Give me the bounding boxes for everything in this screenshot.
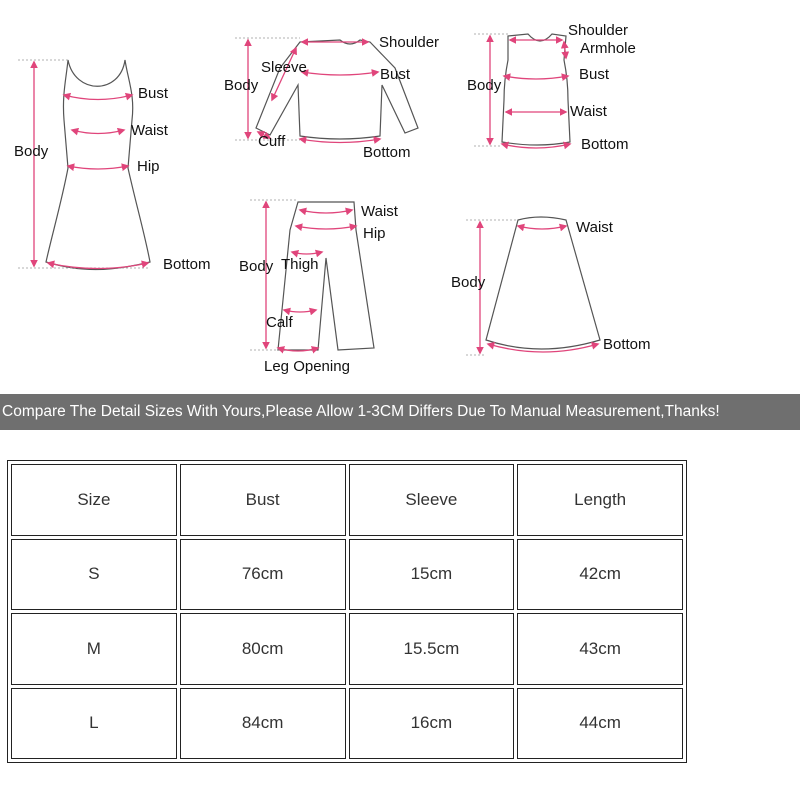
- table-cell: 43cm: [517, 613, 683, 685]
- dress-hip-label: Hip: [137, 158, 160, 175]
- top-diagram: [224, 34, 439, 161]
- measurement-diagrams: [0, 0, 800, 390]
- pants-leg-opening-label: Leg Opening: [264, 358, 350, 375]
- vest-diagram: [467, 22, 636, 153]
- table-cell: 80cm: [180, 613, 346, 685]
- pants-calf-label: Calf: [266, 314, 293, 331]
- header-cell: Sleeve: [349, 464, 515, 536]
- dress-bust-label: Bust: [138, 85, 169, 102]
- table-cell: S: [11, 539, 177, 611]
- vest-armhole-label: Armhole: [580, 40, 636, 57]
- header-cell: Length: [517, 464, 683, 536]
- table-cell: M: [11, 613, 177, 685]
- table-cell: 76cm: [180, 539, 346, 611]
- dress-diagram: [14, 60, 211, 273]
- table-cell: 15.5cm: [349, 613, 515, 685]
- dress-waist-label: Waist: [131, 122, 168, 139]
- table-row: [11, 539, 683, 611]
- skirt-body-label: Body: [451, 274, 486, 291]
- table-row: [11, 688, 683, 760]
- pants-waist-label: Waist: [361, 203, 398, 220]
- vest-body-label: Body: [467, 77, 502, 94]
- vest-bust-label: Bust: [579, 66, 610, 83]
- table-cell: 44cm: [517, 688, 683, 760]
- skirt-diagram: [451, 217, 651, 355]
- vest-waist-label: Waist: [570, 103, 607, 120]
- vest-shoulder-label: Shoulder: [568, 22, 629, 39]
- dress-body-label: Body: [14, 143, 49, 160]
- pants-diagram: [239, 200, 399, 375]
- table-row: [11, 613, 683, 685]
- dress-bottom-label: Bottom: [163, 256, 211, 273]
- top-sleeve-label: Sleeve: [261, 59, 307, 76]
- table-cell: 84cm: [180, 688, 346, 760]
- top-body-label: Body: [224, 77, 259, 94]
- table-header-row: [11, 464, 683, 536]
- top-bust-label: Bust: [380, 66, 411, 83]
- header-cell: Bust: [180, 464, 346, 536]
- table-cell: L: [11, 688, 177, 760]
- pants-body-label: Body: [239, 258, 274, 275]
- top-bottom-label: Bottom: [363, 144, 411, 161]
- skirt-waist-label: Waist: [576, 219, 613, 236]
- measurement-note-banner: Compare The Detail Sizes With Yours,Please Allow 1-3CM Differs Due To Manual Measurement,Thanks!: [0, 394, 800, 430]
- dress-outline: [46, 60, 150, 270]
- skirt-outline: [486, 217, 600, 349]
- top-cuff-label: Cuff: [258, 133, 286, 150]
- pants-thigh-label: Thigh: [281, 256, 319, 273]
- vest-bottom-label: Bottom: [581, 136, 629, 153]
- table-cell: 15cm: [349, 539, 515, 611]
- header-cell: Size: [11, 464, 177, 536]
- table-cell: 16cm: [349, 688, 515, 760]
- pants-hip-label: Hip: [363, 225, 386, 242]
- top-shoulder-label: Shoulder: [379, 34, 440, 51]
- vest-outline: [502, 34, 570, 145]
- skirt-bottom-label: Bottom: [603, 336, 651, 353]
- table-cell: 42cm: [517, 539, 683, 611]
- size-chart-table: [7, 460, 687, 763]
- top-outline: [256, 40, 418, 139]
